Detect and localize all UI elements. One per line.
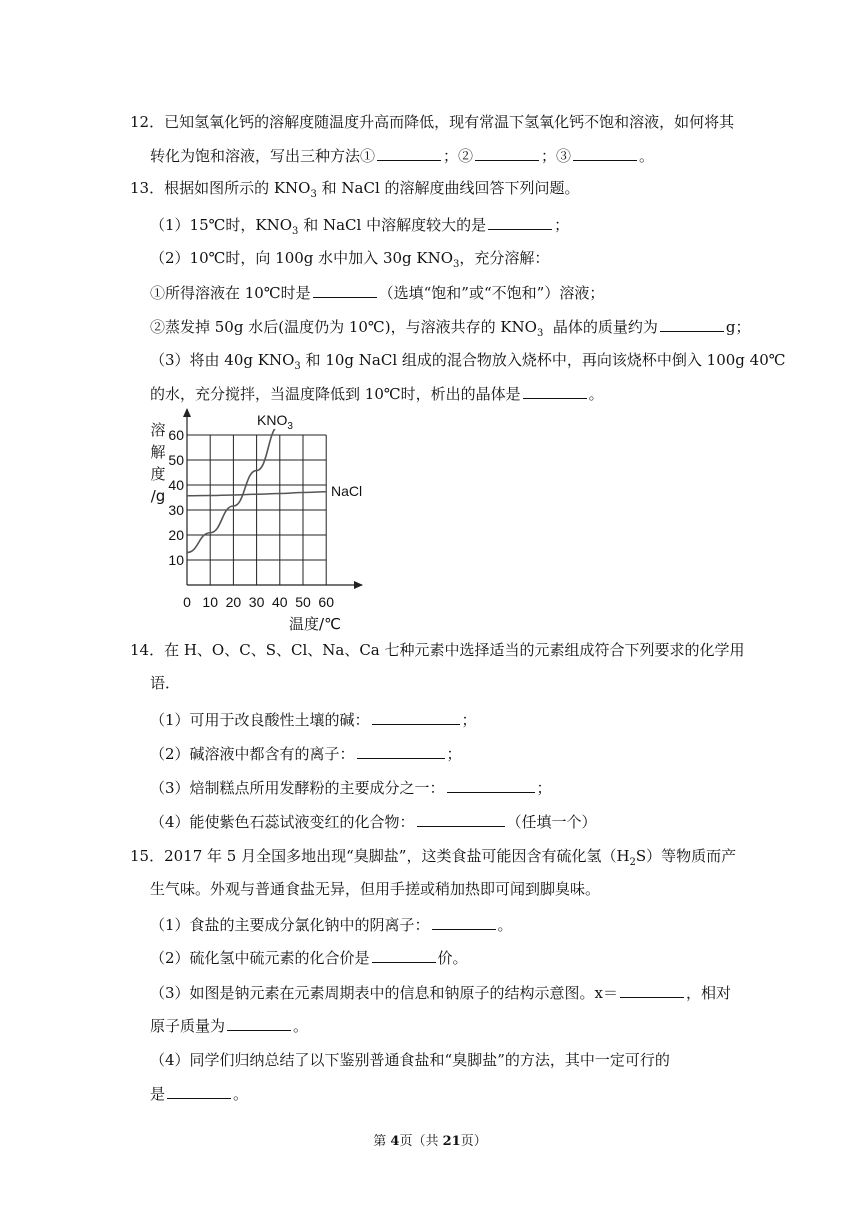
- q14-part3-blank[interactable]: [447, 777, 535, 793]
- q14-part4-text: （4）能使紫色石蕊试液变红的化合物：: [150, 813, 415, 831]
- q13-part1-text: 和 NaCl 中溶解度较大的是: [298, 216, 487, 234]
- punct: 。: [293, 1017, 309, 1035]
- q12-end: 。: [639, 147, 655, 165]
- q13-part2-2-text: ②蒸发掉 50g 水后(温度仍为 10℃)，与溶液共存的 KNO: [150, 318, 537, 336]
- q12-line2: [150, 145, 654, 166]
- q13-part1: [150, 214, 569, 235]
- subscript: 2: [629, 857, 636, 868]
- y-axis-label-char: 溶: [150, 421, 166, 439]
- q13-part3-text: 和 10g NaCl 组成的混合物放入烧杯中，再向该烧杯中倒入 100g 40℃: [300, 351, 786, 369]
- q14-part3: [150, 777, 552, 798]
- y-tick-label: 40: [168, 477, 184, 493]
- punct: 。: [233, 1085, 249, 1103]
- punct: 价。: [437, 949, 468, 967]
- solubility-chart: [140, 405, 370, 635]
- q15-text: S）等物质而产: [635, 847, 737, 865]
- punct: 。: [588, 385, 604, 403]
- series-label-kno3: $KNO_3$: [257, 412, 293, 432]
- subscript: 3: [310, 189, 317, 200]
- q14-part2-blank[interactable]: [357, 743, 445, 759]
- q14-part1-text: （1）可用于改良酸性土壤的碱：: [150, 711, 370, 729]
- q15-line2: [150, 879, 600, 899]
- series-label-subscript: 3: [287, 421, 293, 432]
- q12-separator: ；③: [541, 147, 572, 165]
- punct: ；: [446, 745, 462, 763]
- q15-part2-blank[interactable]: [372, 947, 436, 963]
- q15-part2-text: （2）硫化氢中硫元素的化合价是: [150, 949, 370, 967]
- x-tick-label: 20: [225, 594, 242, 610]
- q15-part4: [150, 1050, 670, 1070]
- y-tick-label: 60: [168, 427, 184, 443]
- q13-part2-1-blank[interactable]: [313, 282, 377, 298]
- subscript: 3: [536, 328, 544, 339]
- q13-part2-text: ，充分溶解：: [459, 249, 550, 267]
- q12-separator: ；②: [443, 147, 474, 165]
- q15-part3-line2: [150, 1015, 308, 1036]
- y-tick-label: 10: [168, 552, 184, 568]
- y-axis-label-char: 度: [150, 465, 166, 483]
- q12-answer-blank-3[interactable]: [573, 145, 637, 161]
- q15-part3: [150, 982, 731, 1003]
- q13-part2-text: （2）10℃时，向 100g 水中加入 30g KNO: [150, 249, 454, 267]
- punct: ；: [536, 779, 552, 797]
- q14-part4-blank[interactable]: [417, 811, 505, 827]
- q15-part3-blank-x[interactable]: [620, 982, 684, 998]
- subscript: 3: [453, 259, 460, 270]
- page-footer: [0, 1130, 860, 1149]
- q13-stem-text: 13．根据如图所示的 KNO: [130, 179, 311, 197]
- y-tick-label: 20: [168, 527, 184, 543]
- q12-line1: [130, 112, 734, 132]
- q15-part3-text: ，相对: [686, 984, 732, 1002]
- q14-text: 语．: [150, 674, 181, 692]
- q13-part1-blank[interactable]: [488, 214, 552, 230]
- q13-part1-text: （1）15℃时，KNO: [150, 216, 293, 234]
- q15-part1-text: （1）食盐的主要成分氯化钠中的阴离子：: [150, 916, 430, 934]
- q14-part4-note: （任填一个）: [506, 813, 597, 831]
- q14-part2: [150, 743, 462, 764]
- q14-part4: [150, 811, 597, 832]
- subscript: 3: [294, 361, 301, 372]
- q13-stem-text: 和 NaCl 的溶解度曲线回答下列问题。: [316, 179, 580, 197]
- x-axis-label: 温度/℃: [289, 615, 341, 633]
- x-tick-label: 30: [248, 594, 265, 610]
- q14-part1-blank[interactable]: [372, 709, 460, 725]
- q15-part3-blank-mass[interactable]: [227, 1015, 291, 1031]
- footer-text: 页）: [460, 1134, 487, 1149]
- q12-answer-blank-1[interactable]: [377, 145, 441, 161]
- q13-part3: [150, 350, 786, 370]
- x-tick-label: 0: [183, 594, 191, 610]
- q13-part2-1-text: ①所得溶液在 10℃时是: [150, 284, 311, 302]
- q15-part3-text: （3）如图是钠元素在元素周期表中的信息和钠原子的结构示意图。x＝: [150, 984, 619, 1002]
- q13-part2-2: [150, 316, 751, 337]
- q14-text: 14．在 H、O、C、S、Cl、Na、Ca 七种元素中选择适当的元素组成符合下列要求的化学用: [130, 641, 745, 659]
- punct: 。: [497, 916, 513, 934]
- x-tick-label: 50: [295, 594, 311, 610]
- q14-line2: [150, 673, 180, 693]
- q12-answer-blank-2[interactable]: [475, 145, 539, 161]
- q14-part2-text: （2）碱溶液中都含有的离子：: [150, 745, 355, 763]
- subscript: 3: [292, 226, 299, 237]
- x-tick-label: 40: [272, 594, 288, 610]
- punct: ；: [461, 711, 477, 729]
- q13-part2-2-text: 晶体的质量约为: [552, 318, 658, 336]
- page-number: 4: [390, 1134, 400, 1149]
- q15-part1-blank[interactable]: [432, 914, 496, 930]
- y-tick-label: 50: [168, 452, 184, 468]
- y-tick-label: 30: [168, 502, 184, 518]
- page-total: 21: [442, 1134, 461, 1149]
- q14-line1: [130, 640, 745, 660]
- q15-text: 生气味。外观与普通食盐无异，但用手搓或稍加热即可闻到脚臭味。: [150, 880, 601, 898]
- q13-part3-text: （3）将由 40g KNO: [150, 351, 295, 369]
- q13-part3-text: 的水，充分搅拌，当温度降低到 10℃时，析出的晶体是: [150, 385, 521, 403]
- q15-part1: [150, 914, 513, 935]
- series-label-nacl: NaCl: [331, 483, 363, 499]
- q15-part2: [150, 947, 468, 968]
- q15-part4-line2: [150, 1083, 248, 1104]
- x-axis-arrow: [354, 581, 363, 589]
- q12-text-methods: 转化为饱和溶液，写出三种方法①: [150, 147, 376, 165]
- q13-stem: [130, 178, 580, 198]
- q14-part1: [150, 709, 477, 730]
- footer-text: 第: [373, 1134, 391, 1149]
- q13-part2: [150, 248, 549, 268]
- q14-part3-text: （3）焙制糕点所用发酵粉的主要成分之一：: [150, 779, 445, 797]
- q13-part3-blank[interactable]: [523, 383, 587, 399]
- punct: g；: [725, 318, 751, 336]
- q15-part3-text: 原子质量为: [150, 1017, 226, 1035]
- q15-line1: [130, 846, 736, 866]
- y-axis-label-char: 解: [150, 443, 166, 461]
- q13-part2-1-text: （选填“饱和”或“不饱和”）溶液；: [378, 284, 605, 302]
- q13-part2-2-blank[interactable]: [660, 316, 724, 332]
- q13-part3-line2: [150, 383, 604, 404]
- q15-part4-text: （4）同学们归纳总结了以下鉴别普通食盐和“臭脚盐”的方法，其中一定可行的: [150, 1051, 670, 1069]
- x-tick-label: 10: [202, 594, 218, 610]
- x-tick-label: 60: [318, 594, 334, 610]
- y-axis-label-char: /g: [150, 487, 166, 505]
- q15-part4-text: 是: [150, 1085, 166, 1103]
- y-axis-arrow: [183, 408, 191, 417]
- footer-text: 页（共: [399, 1134, 443, 1149]
- q12-text: 12．已知氢氧化钙的溶解度随温度升高而降低，现有常温下氢氧化钙不饱和溶液，如何将其: [130, 113, 735, 131]
- punct: ；: [554, 216, 570, 234]
- q15-part4-blank[interactable]: [167, 1083, 231, 1099]
- q13-part2-1: [150, 282, 604, 303]
- q15-text: 15．2017 年 5 月全国多地出现“臭脚盐”，这类食盐可能因含有硫化氢（H: [130, 847, 630, 865]
